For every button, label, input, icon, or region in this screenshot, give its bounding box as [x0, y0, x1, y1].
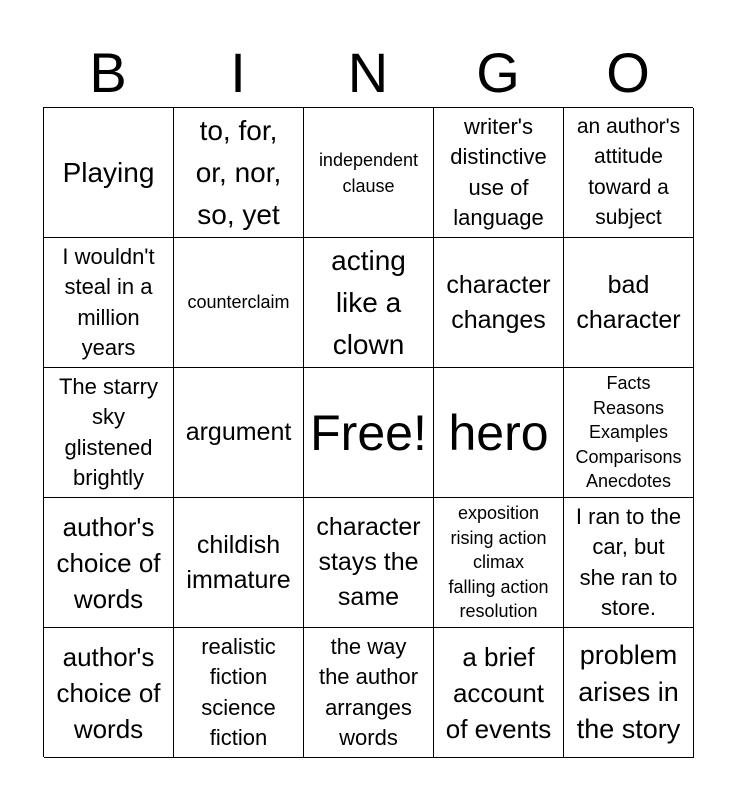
bingo-cell-r4-c5[interactable]	[564, 498, 694, 628]
bingo-cell-r1-c5[interactable]	[564, 108, 694, 238]
cell-text: Facts Reasons Examples Comparisons Anecdotes	[575, 373, 682, 492]
bingo-cell-r4-c1[interactable]	[44, 498, 174, 628]
cell-text: acting like a clown	[331, 244, 406, 360]
cell-text: counterclaim	[187, 292, 290, 313]
bingo-cell-r2-c1[interactable]	[44, 238, 174, 368]
header-letter-i: I	[230, 41, 246, 104]
bingo-cell-r2-c2[interactable]	[174, 238, 304, 368]
header-letter-g: G	[476, 41, 520, 104]
cell-text: independent clause	[318, 149, 419, 196]
cell-text: a brief account of events	[445, 641, 552, 744]
bingo-cell-r3-c3[interactable]	[304, 368, 434, 498]
cell-text: bad character	[576, 270, 681, 334]
cell-text: childish immature	[186, 530, 291, 594]
bingo-cell-r4-c4[interactable]	[434, 498, 564, 628]
bingo-cell-r3-c2[interactable]	[174, 368, 304, 498]
cell-text: Playing	[62, 156, 155, 188]
cell-text: writer's distinctive use of language	[450, 113, 547, 230]
bingo-cell-r5-c2[interactable]	[174, 628, 304, 758]
cell-text: to, for, or, nor, so, yet	[195, 114, 282, 230]
bingo-header	[43, 40, 693, 106]
bingo-cell-r1-c3[interactable]	[304, 108, 434, 238]
bingo-cell-r3-c5[interactable]	[564, 368, 694, 498]
cell-text: exposition rising action climax falling action resolution	[448, 503, 549, 622]
bingo-cell-r1-c4[interactable]	[434, 108, 564, 238]
header-letter-o: O	[606, 41, 650, 104]
header-letter-n: N	[347, 41, 389, 104]
cell-text: character stays the same	[316, 513, 421, 611]
header-letter-b: B	[89, 41, 127, 104]
cell-text: The starry sky glistened brightly	[58, 373, 159, 490]
bingo-cell-r4-c3[interactable]	[304, 498, 434, 628]
cell-text: author's choice of words	[56, 511, 161, 614]
bingo-cell-r5-c3[interactable]	[304, 628, 434, 758]
cell-text: author's choice of words	[56, 641, 161, 744]
bingo-cell-r5-c4[interactable]	[434, 628, 564, 758]
cell-text: realistic fiction science fiction	[201, 633, 276, 750]
bingo-cell-r5-c5[interactable]	[564, 628, 694, 758]
bingo-cell-r3-c1[interactable]	[44, 368, 174, 498]
bingo-cell-r5-c1[interactable]	[44, 628, 174, 758]
cell-text: an author's attitude toward a subject	[576, 114, 681, 229]
bingo-cell-r1-c1[interactable]	[44, 108, 174, 238]
cell-text: argument	[185, 418, 292, 446]
cell-text: problem arises in the story	[576, 640, 681, 744]
cell-text: character changes	[446, 270, 551, 334]
bingo-cell-r2-c5[interactable]	[564, 238, 694, 368]
bingo-cell-r2-c3[interactable]	[304, 238, 434, 368]
cell-text: I ran to the car, but she ran to store.	[575, 503, 682, 620]
bingo-cell-r2-c4[interactable]	[434, 238, 564, 368]
cell-text: Free!	[310, 404, 427, 461]
cell-text: I wouldn't steal in a million years	[62, 243, 155, 360]
bingo-cell-r4-c2[interactable]	[174, 498, 304, 628]
bingo-cell-r3-c4[interactable]	[434, 368, 564, 498]
cell-text: hero	[448, 404, 549, 461]
bingo-grid	[43, 107, 693, 757]
cell-text: the way the author arranges words	[318, 633, 419, 750]
bingo-cell-r1-c2[interactable]	[174, 108, 304, 238]
